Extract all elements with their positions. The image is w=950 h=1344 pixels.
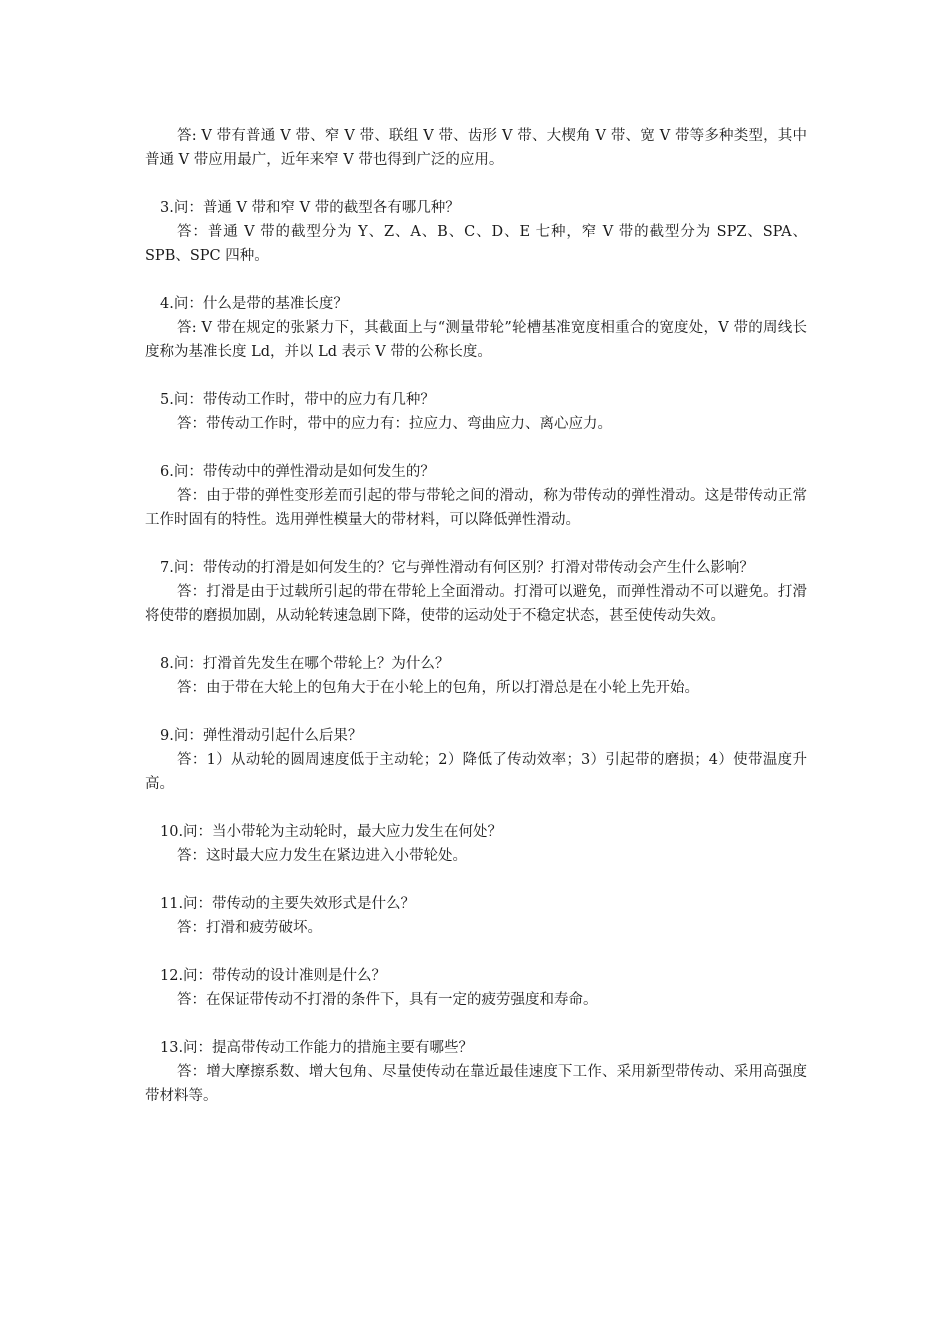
answer-text: 答：带传动工作时，带中的应力有：拉应力、弯曲应力、离心应力。	[177, 416, 612, 432]
qa-item	[145, 388, 807, 436]
question-text: 13.问：提高带传动工作能力的措施主要有哪些？	[160, 1040, 474, 1056]
answer-text: 答：由于带在大轮上的包角大于在小轮上的包角，所以打滑总是在小轮上先开始。	[177, 680, 699, 696]
answer-text: 答：1）从动轮的圆周速度低于主动轮；2）降低了传动效率；3）引起带的磨损；4）使带温度升高。	[145, 752, 807, 792]
document-page	[145, 124, 807, 1132]
question-text: 8.问：打滑首先发生在哪个带轮上？为什么？	[160, 656, 450, 672]
answer-text: 答：增大摩擦系数、增大包角、尽量使传动在靠近最佳速度下工作、采用新型带传动、采用高强度带材料等。	[145, 1064, 807, 1104]
question-text: 11.问：带传动的主要失效形式是什么？	[160, 896, 416, 912]
question-text: 5.问：带传动工作时，带中的应力有几种？	[160, 392, 435, 408]
qa-item	[145, 460, 807, 532]
question-text: 3.问：普通 V 带和窄 V 带的截型各有哪几种？	[160, 200, 460, 216]
qa-item	[145, 196, 807, 268]
qa-item	[145, 820, 807, 868]
answer-text: 答：打滑是由于过载所引起的带在带轮上全面滑动。打滑可以避免，而弹性滑动不可以避免。打滑将使带的磨损加剧，从动轮转速急剧下降，使带的运动处于不稳定状态，甚至使传动失效。	[145, 584, 807, 624]
qa-item	[145, 292, 807, 364]
answer-text: 答：由于带的弹性变形差而引起的带与带轮之间的滑动，称为带传动的弹性滑动。这是带传动正常工作时固有的特性。选用弹性模量大的带材料，可以降低弹性滑动。	[145, 488, 807, 528]
qa-intro	[145, 124, 807, 172]
question-text: 10.问：当小带轮为主动轮时，最大应力发生在何处？	[160, 824, 503, 840]
answer-text: 答: V 带有普通 V 带、窄 V 带、联组 V 带、齿形 V 带、大楔角 V 带、宽 V 带等多种类型，其中普通 V 带应用最广，近年来窄 V 带也得到广泛的应用。	[145, 128, 807, 168]
question-text: 9.问：弹性滑动引起什么后果？	[160, 728, 363, 744]
qa-item	[145, 964, 807, 1012]
qa-item	[145, 1036, 807, 1108]
question-text: 12.问：带传动的设计准则是什么？	[160, 968, 387, 984]
qa-item	[145, 724, 807, 796]
answer-text: 答：打滑和疲劳破坏。	[177, 920, 322, 936]
answer-text: 答：普通 V 带的截型分为 Y、Z、A、B、C、D、E 七种，窄 V 带的截型分为 SPZ、SPA、SPB、SPC 四种。	[145, 224, 807, 264]
question-text: 6.问：带传动中的弹性滑动是如何发生的？	[160, 464, 435, 480]
answer-text: 答：在保证带传动不打滑的条件下，具有一定的疲劳强度和寿命。	[177, 992, 598, 1008]
qa-item	[145, 652, 807, 700]
answer-text: 答：这时最大应力发生在紧边进入小带轮处。	[177, 848, 467, 864]
question-text: 4.问：什么是带的基准长度？	[160, 296, 348, 312]
answer-text: 答: V 带在规定的张紧力下，其截面上与“测量带轮”轮槽基准宽度相重合的宽度处，V 带的周线长度称为基准长度 Ld，并以 Ld 表示 V 带的公称长度。	[145, 320, 807, 360]
question-text: 7.问：带传动的打滑是如何发生的？它与弹性滑动有何区别？打滑对带传动会产生什么影响？	[160, 560, 754, 576]
qa-item	[145, 892, 807, 940]
qa-item	[145, 556, 807, 628]
